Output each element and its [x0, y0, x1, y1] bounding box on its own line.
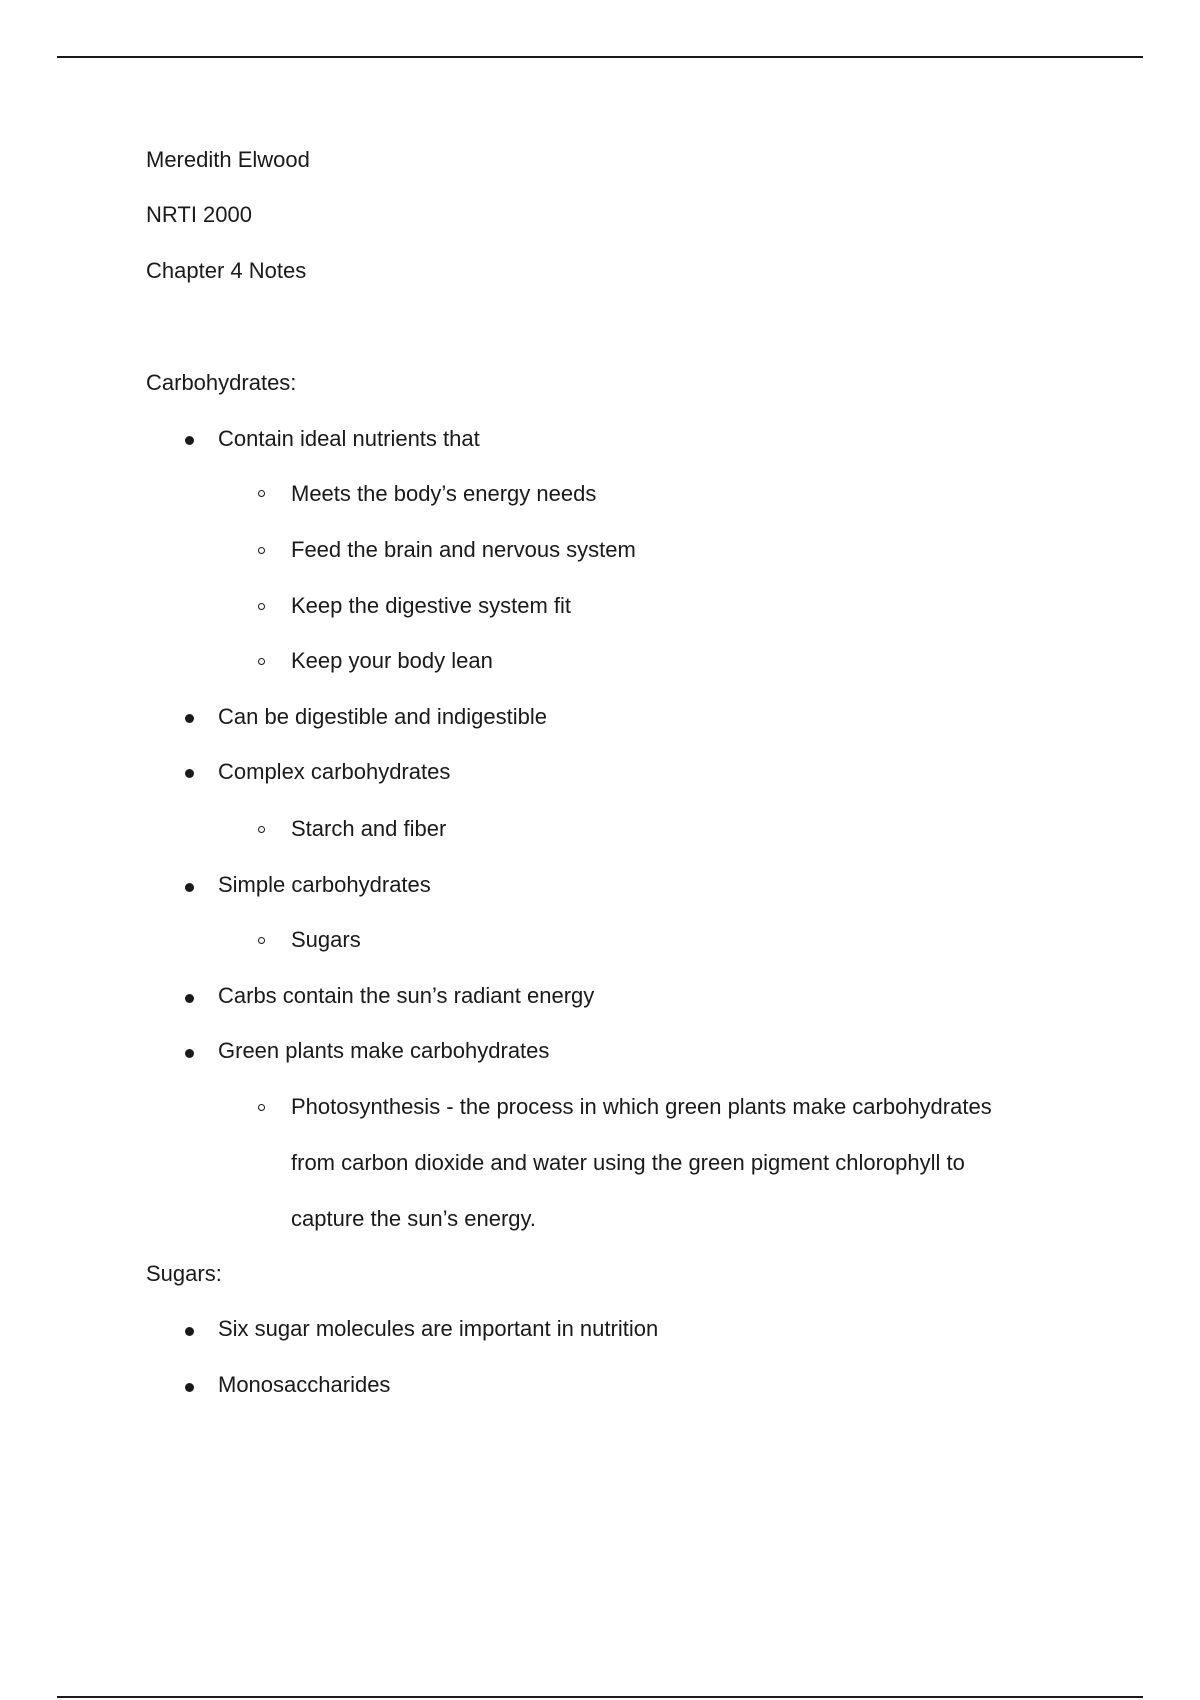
sub-bullet-icon	[258, 1104, 265, 1111]
section-heading-sugars: Sugars:	[146, 1261, 222, 1286]
sub-bullet-icon	[258, 547, 265, 554]
sub-list-item-line: Photosynthesis - the process in which green plants make carbohydrates	[291, 1094, 992, 1119]
sub-bullet-icon	[258, 490, 265, 497]
course-code: NRTI 2000	[146, 202, 252, 227]
sub-list-item: Keep your body lean	[291, 648, 493, 673]
sub-list-item: Feed the brain and nervous system	[291, 537, 636, 562]
top-divider	[57, 56, 1143, 58]
bullet-icon	[185, 883, 194, 892]
list-item: Can be digestible and indigestible	[218, 704, 548, 729]
sub-list-item-line: capture the sun’s energy.	[291, 1206, 537, 1231]
sub-bullet-icon	[258, 658, 265, 665]
list-item: Six sugar molecules are important in nutrition	[218, 1316, 659, 1341]
section-heading-carbohydrates: Carbohydrates:	[146, 370, 297, 395]
bullet-icon	[185, 1383, 194, 1392]
author-name: Meredith Elwood	[146, 147, 310, 172]
bullet-icon	[185, 714, 194, 723]
list-item: Green plants make carbohydrates	[218, 1038, 550, 1063]
bottom-divider	[57, 1696, 1143, 1698]
list-item: Complex carbohydrates	[218, 759, 451, 784]
sub-bullet-icon	[258, 937, 265, 944]
bullet-icon	[185, 436, 194, 445]
bullet-icon	[185, 1049, 194, 1058]
sub-list-item: Meets the body’s energy needs	[291, 481, 597, 506]
list-item: Monosaccharides	[218, 1372, 391, 1397]
list-item: Carbs contain the sun’s radiant energy	[218, 983, 595, 1008]
list-item: Contain ideal nutrients that	[218, 426, 480, 451]
sub-list-item: Keep the digestive system fit	[291, 593, 572, 618]
sub-bullet-icon	[258, 603, 265, 610]
bullet-icon	[185, 1327, 194, 1336]
bullet-icon	[185, 994, 194, 1003]
list-item: Simple carbohydrates	[218, 872, 431, 897]
sub-list-item-line: from carbon dioxide and water using the green pigment chlorophyll to	[291, 1150, 965, 1175]
document-title: Chapter 4 Notes	[146, 258, 307, 283]
sub-list-item: Starch and fiber	[291, 816, 447, 841]
sub-bullet-icon	[258, 826, 265, 833]
bullet-icon	[185, 769, 194, 778]
sub-list-item: Sugars	[291, 927, 361, 952]
